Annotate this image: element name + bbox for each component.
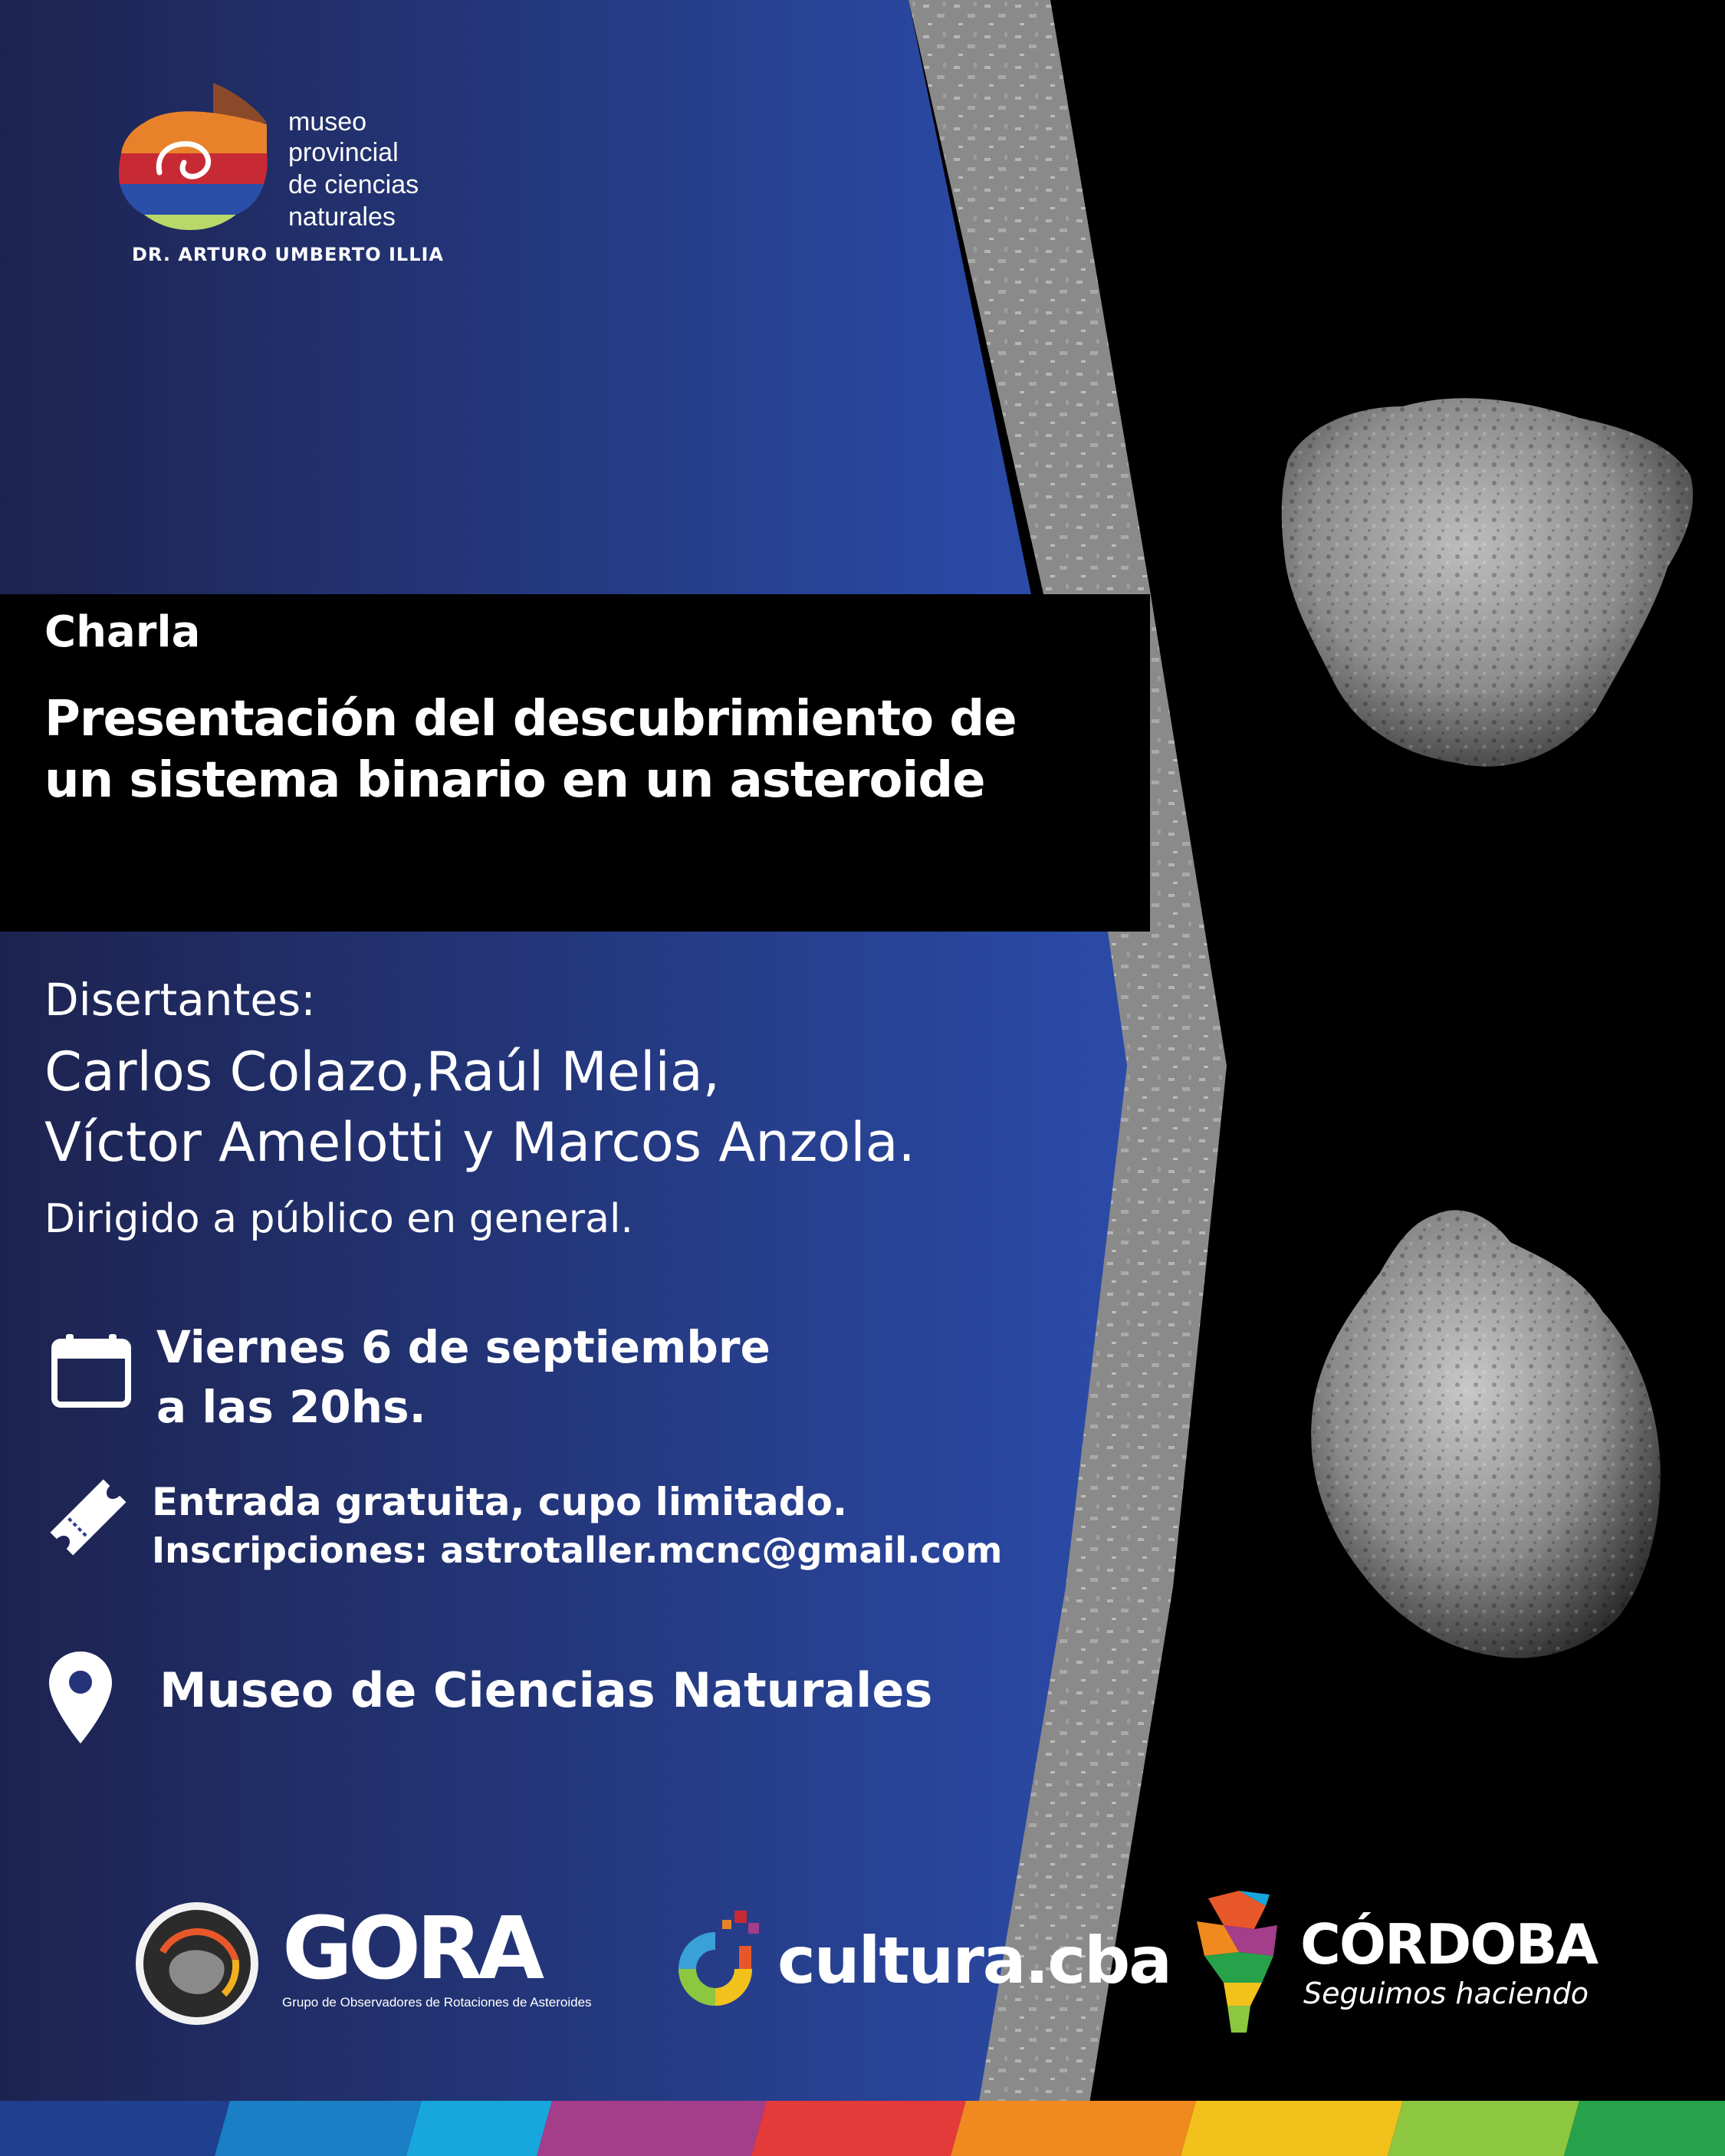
museum-logo-line1: museo — [288, 107, 367, 136]
cultura-logo-icon — [658, 1909, 773, 2024]
event-date — [156, 1317, 770, 1437]
museum-logo-line4: naturales — [288, 202, 396, 232]
speakers-list — [44, 1037, 915, 1178]
speakers-label: Disertantes: — [44, 974, 316, 1026]
speakers-line1: Carlos Colazo,Raúl Melia, — [44, 1040, 720, 1103]
calendar-icon — [51, 1333, 132, 1409]
ticket-icon — [43, 1472, 133, 1563]
cultura-wordmark: cultura.cba — [777, 1923, 1171, 1998]
audience-note: Dirigido a público en general. — [44, 1196, 633, 1242]
cordoba-tagline: Seguimos haciendo — [1303, 1977, 1589, 2010]
gora-logo-icon — [132, 1898, 262, 2029]
location-pin-icon — [46, 1648, 115, 1747]
museum-logo-line2: provincial — [288, 138, 399, 167]
cordoba-wordmark: CÓRDOBA — [1300, 1912, 1598, 1977]
event-kicker: Charla — [44, 607, 201, 657]
gora-full-name: Grupo de Observadores de Rotaciones de Asteroides — [282, 1995, 592, 2010]
museum-logo-subtitle: DR. ARTURO UMBERTO ILLIA — [132, 244, 445, 265]
speakers-line2: Víctor Amelotti y Marcos Anzola. — [44, 1111, 915, 1174]
venue-name: Museo de Ciencias Naturales — [159, 1662, 933, 1718]
event-title-line2: un sistema binario en un asteroide — [44, 752, 985, 809]
event-date-line2: a las 20hs. — [156, 1381, 426, 1433]
entry-info: Entrada gratuita, cupo limitado. — [152, 1480, 847, 1524]
museum-logo-icon — [113, 77, 274, 238]
bottom-color-bar — [0, 2101, 1725, 2156]
registration-info[interactable]: Inscripciones: astrotaller.mcnc@gmail.com — [152, 1530, 1003, 1571]
event-title — [44, 689, 1148, 811]
museum-logo-line3: de ciencias — [288, 170, 419, 199]
gora-wordmark: GORA — [282, 1899, 540, 1999]
event-title-line1: Presentación del descubrimiento de — [44, 691, 1017, 748]
event-date-line1: Viernes 6 de septiembre — [156, 1321, 770, 1373]
cordoba-province-logo-icon — [1193, 1891, 1285, 2033]
